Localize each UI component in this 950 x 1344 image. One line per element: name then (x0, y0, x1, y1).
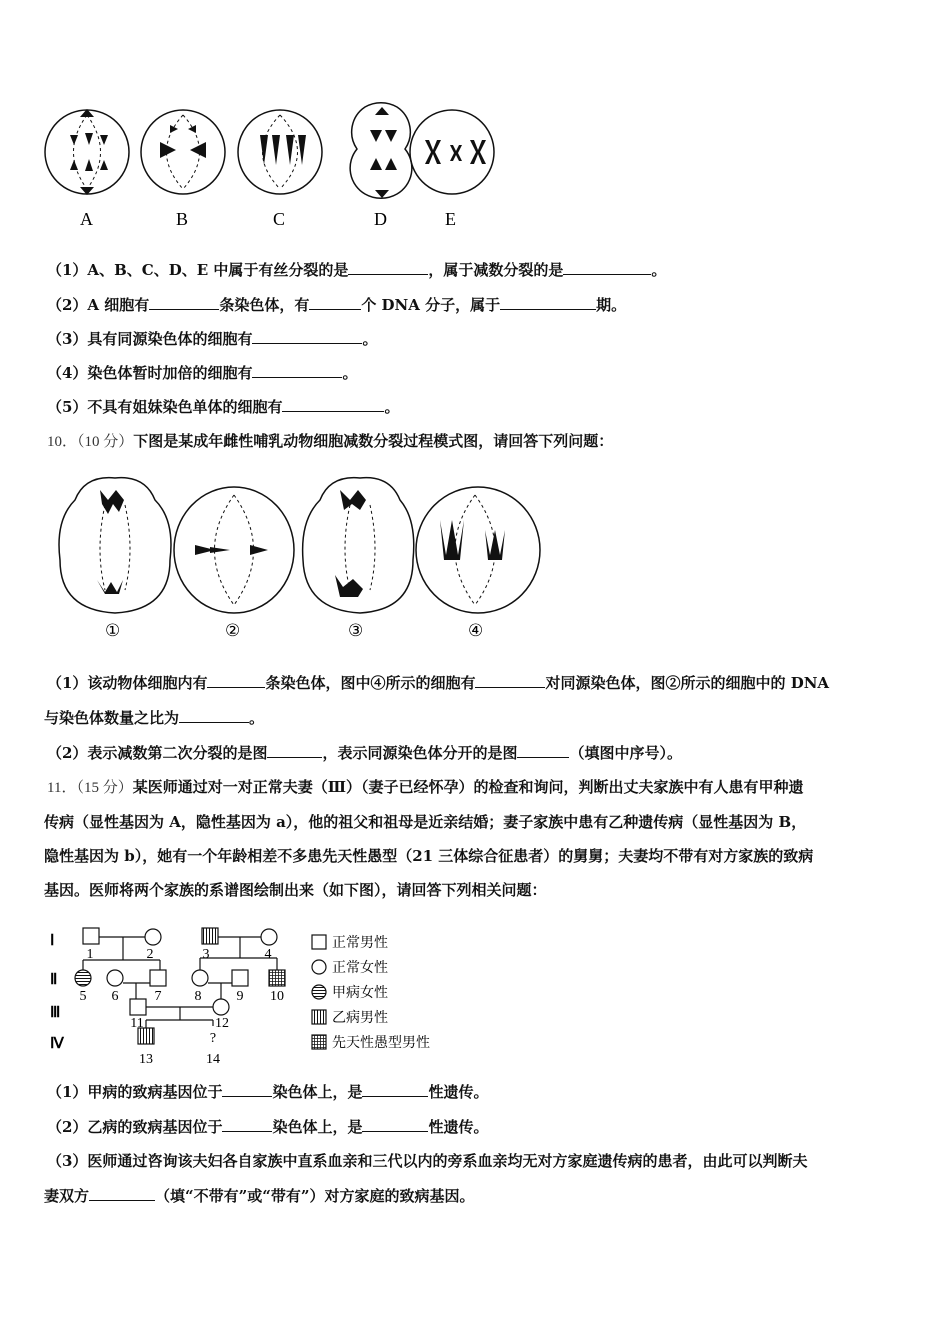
q11-part-3: （3）医师通过咨询该夫妇各自家族中直系血亲和三代以内的旁系血亲均无对方家庭遗传病的患者，由此可以判断夫 (47, 1152, 808, 1170)
q11-stem-line-1 (47, 777, 804, 798)
answer-blank[interactable] (222, 1082, 272, 1097)
text: 。 (342, 364, 358, 382)
q11-stem-line-4: 基因。医师将两个家族的系谱图绘制出来（如下图），请回答下列相关问题： (44, 881, 547, 899)
answer-blank[interactable] (89, 1186, 155, 1201)
fig-label-b: B (176, 209, 189, 229)
text: （2）表示减数第二次分裂的是图 (47, 744, 268, 762)
id-9: 9 (236, 989, 244, 1004)
fig-label-a: A (80, 209, 93, 229)
text: 个 DNA 分子，属于 (361, 296, 501, 314)
gen-1: Ⅰ (50, 933, 55, 949)
text: 性遗传。 (428, 1083, 489, 1101)
q11-stem-line-2: 传病（显性基因为 A，隐性基因为 a），他的祖父和祖母是近亲结婚；妻子家族中患有乙种遗传病（显性基因为 B， (44, 813, 807, 831)
text: ，属于减数分裂的是 (428, 261, 564, 279)
answer-blank[interactable] (222, 1117, 272, 1132)
gen-2: Ⅱ (50, 972, 58, 988)
question-score: （15 分） (76, 780, 133, 796)
gen-3: Ⅲ (50, 1005, 61, 1021)
fig-label-c: C (273, 209, 286, 229)
text: （2）A 细胞有 (47, 296, 150, 314)
text: （1）该动物体细胞内有 (47, 674, 208, 692)
text: 对同源染色体，图②所示的细胞中的 DNA (545, 674, 830, 692)
question-number: 10． (47, 434, 78, 450)
id-unknown: ? (209, 1031, 217, 1046)
text: （3）具有同源染色体的细胞有 (47, 330, 253, 348)
q10-part-2 (47, 743, 682, 763)
fig-label-e: E (445, 209, 456, 229)
text: （填“不带有”或“带有”）对方家庭的致病基因。 (155, 1187, 475, 1205)
id-8: 8 (194, 989, 202, 1004)
id-2: 2 (146, 947, 154, 962)
fig-label-3: ③ (348, 621, 364, 640)
text: （5）不具有姐妹染色单体的细胞有 (47, 398, 283, 416)
text: （2）乙病的致病基因位于 (47, 1118, 223, 1136)
answer-blank[interactable] (517, 743, 569, 758)
id-5: 5 (79, 989, 87, 1004)
cell-a (45, 110, 129, 194)
id-11: 11 (130, 1016, 144, 1031)
fig-label-1: ① (105, 621, 121, 640)
legend-normal-male: 正常男性 (332, 936, 388, 951)
cell-d (350, 103, 412, 199)
gen-4: Ⅳ (50, 1036, 64, 1052)
fig-label-d: D (374, 209, 387, 229)
pedigree-chart (40, 920, 460, 1070)
q10-part-1 (47, 673, 829, 693)
answer-blank[interactable] (362, 1117, 428, 1132)
text: （4）染色体暂时加倍的细胞有 (47, 364, 253, 382)
text: （填图中序号）。 (569, 744, 682, 762)
text: 染色体上，是 (272, 1118, 363, 1136)
text: 条染色体，有 (219, 296, 310, 314)
answer-blank[interactable] (282, 397, 384, 412)
q11-part-2 (47, 1117, 488, 1137)
text: 期。 (596, 296, 627, 314)
text: 性遗传。 (428, 1118, 489, 1136)
q9-part-1 (47, 260, 666, 280)
question-number: 11． (47, 780, 77, 796)
question-stem: 某医师通过对一对正常夫妻（Ⅲ）（妻子已经怀孕）的检查和询问，判断出丈夫家族中有人患有甲种遗 (132, 778, 804, 796)
id-13: 13 (139, 1052, 153, 1067)
id-3: 3 (202, 947, 210, 962)
q11-part-3-cont (44, 1186, 475, 1206)
text: 。 (651, 261, 667, 279)
answer-blank[interactable] (500, 295, 596, 310)
q10-part-1-cont (44, 708, 264, 728)
text: 与染色体数量之比为 (44, 709, 180, 727)
text: 条染色体，图中④所示的细胞有 (265, 674, 476, 692)
q11-part-1 (47, 1082, 488, 1102)
id-12: 12 (215, 1016, 229, 1031)
q9-part-4 (47, 363, 357, 383)
legend-normal-female: 正常女性 (332, 961, 388, 976)
q9-part-2 (47, 295, 626, 315)
cell-b (141, 110, 225, 194)
answer-blank[interactable] (149, 295, 219, 310)
answer-blank[interactable] (309, 295, 361, 310)
answer-blank[interactable] (252, 363, 342, 378)
text: 。 (249, 709, 265, 727)
answer-blank[interactable] (207, 673, 265, 688)
answer-blank[interactable] (252, 329, 362, 344)
id-10: 10 (270, 989, 284, 1004)
answer-blank[interactable] (475, 673, 545, 688)
question-score: （10 分） (77, 434, 134, 450)
legend-disease-b-male: 乙病男性 (332, 1011, 388, 1026)
text: 染色体上，是 (272, 1083, 363, 1101)
cell-c (238, 110, 322, 194)
text: （1）甲病的致病基因位于 (47, 1083, 223, 1101)
id-1: 1 (86, 947, 94, 962)
answer-blank[interactable] (179, 708, 249, 723)
text: ，表示同源染色体分开的是图 (322, 744, 518, 762)
fig-label-2: ② (225, 621, 241, 640)
text: 。 (384, 398, 400, 416)
text: （1）A、B、C、D、E 中属于有丝分裂的是 (47, 261, 349, 279)
text: 妻双方 (44, 1187, 90, 1205)
q9-cell-diagrams (40, 95, 510, 235)
q11-stem-line-3: 隐性基因为 b），她有一个年龄相差不多患先天性愚型（21 三体综合征患者）的舅舅；夫妻均不带有对方家族的致病 (44, 847, 814, 865)
cell-e (410, 110, 494, 194)
q10-meiosis-diagrams (45, 470, 545, 642)
fig-label-4: ④ (468, 621, 484, 640)
answer-blank[interactable] (348, 260, 428, 275)
question-stem: 下图是某成年雌性哺乳动物细胞减数分裂过程模式图，请回答下列问题： (133, 432, 614, 450)
q9-part-3 (47, 329, 377, 349)
id-6: 6 (111, 989, 119, 1004)
id-7: 7 (154, 989, 162, 1004)
answer-blank[interactable] (563, 260, 651, 275)
q10-stem (47, 431, 613, 452)
answer-blank[interactable] (362, 1082, 428, 1097)
legend-down-syndrome-male: 先天性愚型男性 (332, 1036, 430, 1051)
id-14: 14 (206, 1052, 220, 1067)
id-4: 4 (264, 947, 272, 962)
legend-disease-a-female: 甲病女性 (332, 986, 388, 1001)
q9-part-5 (47, 397, 399, 417)
text: 。 (362, 330, 378, 348)
answer-blank[interactable] (267, 743, 322, 758)
